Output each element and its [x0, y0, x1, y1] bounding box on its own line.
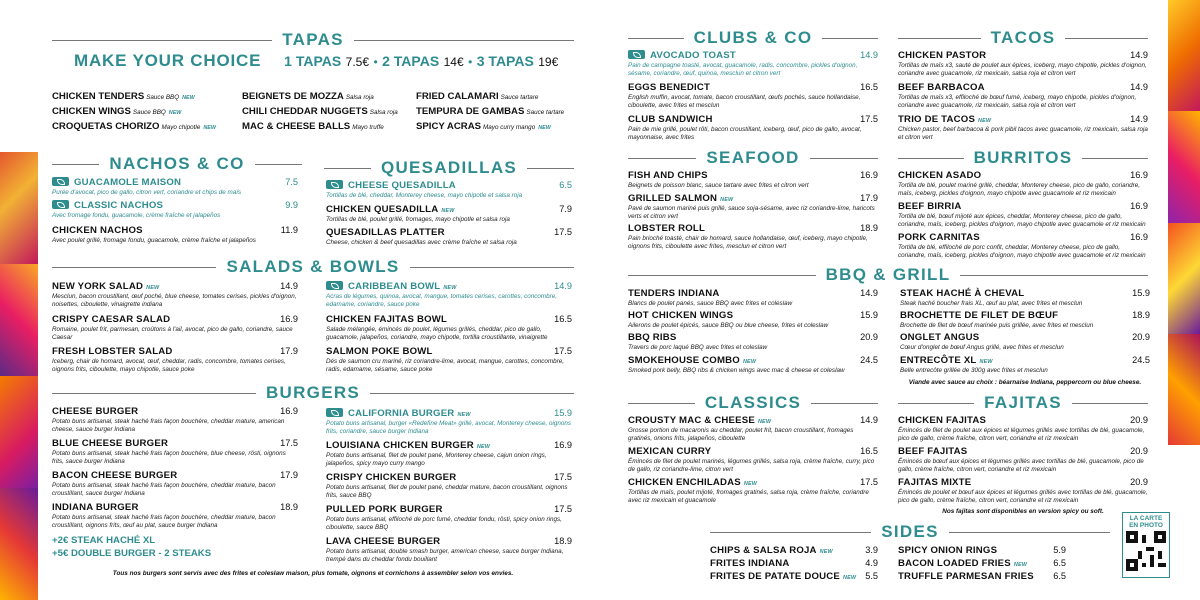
item-name: CRISPY CHICKEN BURGER: [326, 472, 457, 483]
item-desc: Acras de légumes, quinoa, avocat, mangue, tomates cerises, carottes, concombre, edamame, coriandre, sauce poke: [326, 293, 558, 308]
new-badge: NEW: [168, 110, 182, 116]
item-desc: Ailerons de poulet épicés, sauce BBQ ou blue cheese, frites et coleslaw: [628, 322, 829, 329]
item-name: LOUISIANA CHICKEN BURGER NEW: [326, 440, 491, 451]
item-name: FRITES DE PATATE DOUCE NEW: [710, 571, 857, 582]
menu-item: [628, 223, 878, 251]
item-name: FRITES INDIANA: [710, 558, 790, 569]
veggie-icon: [326, 180, 343, 189]
menu-item: [628, 332, 878, 352]
menu-item: [628, 477, 878, 505]
item-price: 14.9: [860, 50, 878, 60]
menu-item: [898, 446, 1148, 474]
salads-header: [52, 257, 574, 277]
tapas-item: CROQUETAS CHORIZO Mayo chipotle NEW: [52, 121, 216, 132]
qr-label-2: EN PHOTO: [1129, 522, 1163, 529]
menu-item: [628, 288, 878, 308]
item-price: 17.5: [280, 438, 298, 448]
tapas-item: CHICKEN TENDERS Sauce BBQ NEW: [52, 91, 195, 102]
new-badge: NEW: [146, 285, 160, 291]
item-price: 17.5: [554, 346, 572, 356]
menu-item: [628, 82, 878, 110]
menu-item: [326, 180, 572, 200]
item-price: 17.9: [860, 193, 878, 203]
veggie-icon: [52, 200, 69, 209]
item-price: 16.5: [860, 82, 878, 92]
item-name: CHICKEN FAJITAS BOWL: [326, 314, 448, 325]
item-name: BLUE CHEESE BURGER: [52, 438, 169, 449]
new-badge: NEW: [819, 549, 833, 555]
item-desc: Pain de campagne toasté, avocat, guacamole, radis, concombre, pickles d'oignon, sésame, coriandre, œuf, quinoa, mesclun et citron vert: [628, 62, 858, 77]
item-price: 17.5: [554, 504, 572, 514]
menu-item: [52, 470, 298, 498]
item-price: 6.5: [1053, 558, 1066, 568]
new-badge: NEW: [979, 359, 993, 365]
item-desc: Cœur d'onglet de bœuf Angus grillé, avec frites et mesclun: [900, 344, 1064, 351]
item-price: 15.9: [554, 408, 572, 418]
new-badge: NEW: [1013, 562, 1028, 568]
item-name: CARIBBEAN BOWL NEW: [326, 281, 457, 292]
menu-item: [326, 504, 572, 532]
bbq-note: Viande avec sauce au choix : béarnaise Indiana, peppercorn ou blue cheese.: [908, 379, 1142, 386]
menu-item: [52, 314, 298, 342]
menu-item: [898, 545, 1066, 556]
sides-header: [710, 522, 1110, 542]
menu-item: [52, 346, 298, 374]
new-badge: NEW: [720, 197, 734, 203]
new-badge: NEW: [441, 208, 455, 214]
item-name: FRESH LOBSTER SALAD: [52, 346, 173, 357]
item-desc: Brochette de filet de bœuf marinée puis grillée, avec frites et mesclun: [900, 322, 1094, 329]
new-badge: NEW: [476, 444, 491, 450]
qr-box[interactable]: [1122, 512, 1170, 578]
item-price: 24.5: [860, 355, 878, 365]
menu-item: [898, 558, 1066, 569]
item-desc: Salade mélangée, émincés de poulet, légumes grillés, cheddar, pico de gallo, guacamole, jalapeños, coriandre, mayo chipotle, tortilla croustillante, vinaigrette: [326, 326, 548, 341]
item-price: 14.9: [280, 281, 298, 291]
tapas-item: CHICKEN WINGS Sauce BBQ NEW: [52, 106, 182, 117]
item-name: GUACAMOLE MAISON: [52, 177, 181, 188]
item-desc: Iceberg, chair de homard, avocat, œuf, cheddar, radis, concombre, tomates cerises, oignons frits, ciboulette, mayo chipotle, sauce poke: [52, 358, 286, 373]
item-price: 14.9: [1130, 82, 1148, 92]
item-name: BACON LOADED FRIES NEW: [898, 558, 1028, 569]
item-desc: Potato buns artisanal, steak haché frais façon bouchère, cheddar mature, bacon croustillant, sauce burger Indiana: [52, 482, 276, 497]
quesadillas-title: QUESADILLAS: [380, 158, 518, 177]
item-price: 16.9: [1130, 201, 1148, 211]
item-price: 7.9: [559, 204, 572, 214]
item-name: BACON CHEESE BURGER: [52, 470, 178, 481]
item-desc: Purée d'avocat, pico de gallo, citron vert, coriandre et chips de maïs: [52, 189, 242, 196]
item-price: 7.5: [285, 177, 298, 187]
menu-item: [628, 310, 878, 330]
item-name: INDIANA BURGER: [52, 502, 139, 513]
item-name: MEXICAN CURRY: [628, 446, 712, 457]
menu-item: [898, 571, 1066, 582]
item-price: 6.5: [559, 180, 572, 190]
menu-item: [710, 545, 878, 556]
item-desc: Beignets de poisson blanc, sauce tartare avec frites et citron vert: [628, 182, 809, 189]
item-price: 16.5: [554, 314, 572, 324]
item-desc: Tortillas de maïs, poulet mijoté, fromages gratinés, salsa roja, crème fraîche, coriandre avec riz mexicain et guacamole: [628, 489, 869, 504]
menu-item: [898, 232, 1148, 260]
item-price: 17.5: [554, 227, 572, 237]
item-price: 3.9: [865, 545, 878, 555]
item-price: 18.9: [1132, 310, 1150, 320]
item-price: 14.9: [554, 281, 572, 291]
item-name: CLUB SANDWICH: [628, 114, 713, 125]
new-badge: NEW: [538, 125, 551, 131]
item-desc: Émincés de filet de poulet aux épices et légumes grillés avec tortillas de blé, guacamole, pico de gallo, crème fraîche, citron vert, coriandre et riz mexicain: [898, 427, 1145, 442]
left-pattern-strip: [0, 152, 38, 600]
item-name: CHICKEN PASTOR: [898, 50, 987, 61]
qr-code-icon: [1126, 531, 1166, 571]
item-name: LOBSTER ROLL: [628, 223, 706, 234]
burritos-header: [898, 148, 1148, 168]
item-desc: Dés de saumon cru mariné, riz coriandre-lime, avocat, mangue, carottes, concombre, radis, edamame, sésame, sauce poke: [326, 358, 564, 373]
clubs-header: [628, 28, 878, 48]
salads-title: SALADS & BOWLS: [226, 257, 400, 276]
item-name: ENTRECÔTE XL NEW: [900, 355, 993, 366]
burgers-header: [52, 383, 574, 403]
veggie-icon: [628, 50, 645, 59]
item-price: 4.9: [865, 558, 878, 568]
item-name: CHEESE BURGER: [52, 406, 139, 417]
item-desc: Pavé de saumon mariné puis grillé, sauce soja-sésame, avec riz coriandre-lime, haricots verts et citron vert: [628, 205, 875, 220]
burger-extra-double: +5€ DOUBLE BURGER - 2 STEAKS: [52, 548, 212, 559]
tapas-item: FRIED CALAMARI Sauce tartare: [416, 91, 539, 102]
item-desc: Blancs de poulet panés, sauce BBQ avec frites et coleslaw: [628, 300, 793, 307]
item-name: CHICKEN ASADO: [898, 170, 982, 181]
menu-item: [898, 170, 1148, 198]
item-name: CLASSIC NACHOS: [52, 200, 163, 211]
menu-item: [628, 415, 878, 443]
item-price: 17.9: [280, 470, 298, 480]
menu-item: [326, 440, 572, 468]
item-desc: English muffin, avocat, tomate, bacon croustillant, œufs pochés, sauce hollandaise, ciboulette, avec frites et mesclun: [628, 94, 861, 109]
veggie-icon: [326, 408, 343, 417]
item-name: BEEF BARBACOA: [898, 82, 985, 93]
seafood-header: [628, 148, 878, 168]
item-desc: Potato buns artisanal, filet de poulet pané, Monterey cheese, cajun onion rings, jalapeños, spicy mayo curry mango: [326, 452, 547, 467]
item-price: 24.5: [1132, 355, 1150, 365]
item-name: CRISPY CAESAR SALAD: [52, 314, 171, 325]
fajitas-note: Nos fajitas sont disponibles en version spicy ou soft.: [942, 508, 1104, 515]
item-desc: Potato buns artisanal, burger «Redefine Meat» grillé, avocat, Monterey cheese, oignons frits, coriandre, sauce burger Indiana: [326, 420, 572, 435]
item-name: NEW YORK SALAD NEW: [52, 281, 160, 292]
new-badge: NEW: [443, 285, 457, 291]
menu-item: [898, 201, 1148, 229]
tapas-item: BEIGNETS DE MOZZA Salsa roja: [242, 91, 374, 102]
item-price: 17.5: [860, 114, 878, 124]
item-desc: Cheese, chicken & beef quesadillas avec crème fraîche et salsa roja: [326, 239, 517, 246]
item-name: QUESADILLAS PLATTER: [326, 227, 445, 238]
item-desc: Grosse portion de macaronis au cheddar, poulet frit, bacon croustillant, fromages gratinés, onions frits, jalapeños, ciboulette: [628, 427, 854, 442]
burgers-title: BURGERS: [265, 383, 361, 402]
veggie-icon: [326, 281, 343, 290]
tapas-choice-row: MAKE YOUR CHOICE 1 TAPAS 7.5€ • 2 TAPAS 14€ • 3 TAPAS 19€: [74, 51, 559, 70]
qr-label: LA CARTE: [1129, 515, 1163, 522]
menu-item: [628, 50, 878, 78]
right-pattern-strip: [1168, 0, 1200, 445]
item-desc: Tortilla de blé, poulet mariné grillé, cheddar, Monterey cheese, pico de gallo, coriandre, maïs, iceberg, pickles d'oignon, mayo chipotle avec guacamole et riz mexicain: [898, 182, 1140, 197]
item-desc: Émincés de filet de poulet marinés, légumes grillés, salsa roja, crème fraîche, curry, pico de gallo, riz coriandre-lime, citron vert: [628, 458, 875, 473]
item-name: CALIFORNIA BURGER NEW: [326, 408, 471, 419]
item-desc: Smoked pork belly, BBQ ribs & chicken wings avec mac & cheese et coleslaw: [628, 367, 845, 374]
item-desc: Potato buns artisanal, steak haché frais façon bouchère, blue cheese, rösti, oignons frits, sauce burger Indiana: [52, 450, 286, 465]
item-desc: Travers de porc laqué BBQ avec frites et coleslaw: [628, 344, 768, 351]
clubs-title: CLUBS & CO: [693, 28, 813, 47]
menu-item: [898, 415, 1148, 443]
item-name: CHICKEN ENCHILADAS NEW: [628, 477, 758, 488]
seafood-title: SEAFOOD: [706, 148, 800, 167]
item-price: 16.9: [280, 314, 298, 324]
item-name: CHIPS & SALSA ROJA NEW: [710, 545, 833, 556]
item-desc: Potato buns artisanal, filet de poulet pané, cheddar mature, bacon croustillant, oignons frits, sauce BBQ: [326, 484, 568, 499]
item-desc: Mesclun, bacon croustillant, œuf poché, blue cheese, tomates cerises, pickles d'oignon, noisettes, ciboulette, vinaigrette indiana: [52, 293, 297, 308]
menu-item: [628, 114, 878, 142]
item-name: PORK CARNITAS: [898, 232, 980, 243]
item-price: 15.9: [1132, 288, 1150, 298]
item-price: 17.5: [860, 477, 878, 487]
fajitas-title: FAJITAS: [984, 393, 1062, 412]
tapas-item: CHILI CHEDDAR NUGGETS Salsa roja: [242, 106, 398, 117]
item-price: 20.9: [1132, 332, 1150, 342]
menu-item: [52, 177, 298, 197]
menu-item: [52, 406, 298, 434]
veggie-icon: [52, 177, 69, 186]
menu-item: [900, 332, 1150, 352]
burgers-note: Tous nos burgers sont servis avec des frites et coleslaw maison, plus tomate, oignons et cornichons à assembler selon vos envies.: [112, 570, 514, 577]
item-price: 16.9: [554, 440, 572, 450]
menu-item: [710, 558, 878, 569]
item-desc: Belle entrecôte grillée de 300g avec frites et mesclun: [900, 367, 1048, 374]
tacos-header: [898, 28, 1148, 48]
item-desc: Tortillas de maïs x3, effiloché de bœuf fumé, iceberg, mayo chipotle, pickles d'oignon, coriandre avec guacamole, riz mexicain, salsa roja et citron vert: [898, 94, 1137, 109]
item-price: 5.9: [1053, 545, 1066, 555]
item-name: TRIO DE TACOS NEW: [898, 114, 992, 125]
item-name: CHICKEN NACHOS: [52, 225, 143, 236]
menu-item: [326, 536, 572, 564]
item-desc: Émincés de bœuf aux épices et légumes grillés avec tortillas de blé, guacamole, pico de gallo, crème fraîche, citron vert, coriandre et riz mexicain: [898, 458, 1144, 473]
item-name: BEEF BIRRIA: [898, 201, 962, 212]
item-name: ONGLET ANGUS: [900, 332, 980, 343]
menu-item: [326, 281, 572, 309]
item-desc: Avec poulet grillé, fromage fondu, guacamole, crème fraîche et jalapeños: [52, 237, 256, 244]
sides-title: SIDES: [881, 522, 939, 541]
item-price: 14.9: [1130, 114, 1148, 124]
new-badge: NEW: [182, 95, 195, 101]
item-price: 20.9: [1130, 446, 1148, 456]
item-name: TRUFFLE PARMESAN FRIES: [898, 571, 1034, 582]
tapas-item: TEMPURA DE GAMBAS Sauce tartare: [416, 106, 565, 117]
classics-title: CLASSICS: [704, 393, 802, 412]
item-name: FISH AND CHIPS: [628, 170, 708, 181]
new-badge: NEW: [743, 481, 758, 487]
menu-item: [52, 225, 298, 245]
item-desc: Romaine, poulet frit, parmesan, croûtons à l'ail, avocat, pico de gallo, coriandre, sauce Caesar: [52, 326, 293, 341]
new-badge: NEW: [843, 575, 857, 581]
item-name: GRILLED SALMON NEW: [628, 193, 734, 204]
new-badge: NEW: [978, 118, 992, 124]
new-badge: NEW: [457, 412, 471, 418]
item-price: 6.5: [1053, 571, 1066, 581]
item-price: 16.9: [280, 406, 298, 416]
nachos-header: [52, 154, 302, 174]
menu-item: [898, 477, 1148, 505]
item-name: BBQ RIBS: [628, 332, 677, 343]
item-price: 18.9: [554, 536, 572, 546]
item-desc: Tortilla de blé, bœuf mijoté aux épices, cheddar, Monterey cheese, pico de gallo, coriandre, maïs, iceberg, pickles d'oignon, mayo chipotle avec guacamole et riz mexicain: [898, 213, 1146, 228]
item-price: 20.9: [1130, 415, 1148, 425]
item-price: 17.5: [554, 472, 572, 482]
quesadillas-header: [324, 158, 574, 178]
item-name: SMOKEHOUSE COMBO NEW: [628, 355, 757, 366]
menu-item: [52, 200, 298, 220]
menu-item: [900, 355, 1150, 375]
item-price: 14.9: [860, 415, 878, 425]
menu-item: [710, 571, 878, 582]
item-name: BROCHETTE DE FILET DE BŒUF: [900, 310, 1059, 321]
item-price: 20.9: [860, 332, 878, 342]
item-price: 9.9: [285, 200, 298, 210]
item-name: SALMON POKE BOWL: [326, 346, 433, 357]
item-desc: Tortillas de blé, cheddar, Monterey cheese, mayo chipotle et salsa roja: [326, 192, 523, 199]
menu-item: [326, 346, 572, 374]
item-desc: Potato buns artisanal, effiloché de porc fumé, cheddar fondu, rösti, spicy onion rings, ciboulette, sauce BBQ: [326, 516, 562, 531]
item-desc: Tortilla de blé, effiloché de porc confit, cheddar, Monterey cheese, pico de gallo, coriandre, maïs, iceberg, pickles d'oignon, mayo chipotle avec guacamole et riz mexicain: [898, 244, 1146, 259]
classics-header: [628, 393, 878, 413]
item-name: EGGS BENEDICT: [628, 82, 711, 93]
menu-item: [326, 227, 572, 247]
item-price: 18.9: [280, 502, 298, 512]
fajitas-header: [898, 393, 1148, 413]
tapas-item: SPICY ACRAS Mayo curry mango NEW: [416, 121, 551, 132]
item-desc: Potato buns artisanal, steak haché frais façon bouchère, cheddar mature, bacon croustillant, oignons frits, œuf au plat, sauce burger Indiana: [52, 514, 276, 529]
item-name: FAJITAS MIXTE: [898, 477, 972, 488]
menu-item: [326, 408, 572, 436]
menu-item: [628, 355, 878, 375]
bbq-header: [628, 265, 1148, 285]
item-price: 17.9: [280, 346, 298, 356]
item-desc: Potato buns artisanal, double smash burger, american cheese, sauce burger Indiana, trempé dans du cheddar fondu bouillant: [326, 548, 564, 563]
item-price: 16.5: [860, 446, 878, 456]
menu-item: [52, 281, 298, 309]
item-name: PULLED PORK BURGER: [326, 504, 443, 515]
item-price: 16.9: [1130, 170, 1148, 180]
tapas-header: TAPAS: [52, 30, 574, 50]
menu-item: [52, 502, 298, 530]
burger-extra-steak: +2€ STEAK HACHÉ XL: [52, 535, 156, 546]
item-name: STEAK HACHÉ À CHEVAL: [900, 288, 1025, 299]
item-name: LAVA CHEESE BURGER: [326, 536, 441, 547]
tapas-item: MAC & CHEESE BALLS Mayo truffe: [242, 121, 384, 132]
item-price: 14.9: [860, 288, 878, 298]
menu-item: [628, 193, 878, 221]
menu-item: [52, 438, 298, 466]
tacos-title: TACOS: [990, 28, 1056, 47]
nachos-title: NACHOS & CO: [109, 154, 245, 173]
item-price: 15.9: [860, 310, 878, 320]
item-price: 11.9: [280, 225, 298, 235]
item-name: SPICY ONION RINGS: [898, 545, 998, 556]
menu-item: [628, 446, 878, 474]
item-desc: Pain brioché toasté, chair de homard, sauce hollandaise, œuf, iceberg, mayo chipotle, oignons frits, ciboulette avec frites, mesclun et citron vert: [628, 235, 868, 250]
item-desc: Tortillas de blé, poulet grillé, fromages, mayo chipotle et salsa roja: [326, 216, 510, 223]
item-desc: Pain de mie grillé, poulet rôti, bacon croustillant, iceberg, œuf, pico de gallo, avocat, mayonnaise, avec frites: [628, 126, 862, 141]
item-price: 5.5: [865, 571, 878, 581]
item-desc: Émincés de poulet et bœuf aux épices et légumes grillés avec tortillas de blé, guacamole, pico de gallo, crème fraîche, citron vert, coriandre et riz mexicain: [898, 489, 1148, 504]
item-name: CHICKEN QUESADILLA NEW: [326, 204, 455, 215]
menu-item: [898, 114, 1148, 142]
item-price: 14.9: [1130, 50, 1148, 60]
item-name: TENDERS INDIANA: [628, 288, 720, 299]
menu-item: [898, 82, 1148, 110]
item-name: HOT CHICKEN WINGS: [628, 310, 734, 321]
new-badge: NEW: [757, 419, 772, 425]
item-name: CROUSTY MAC & CHEESE NEW: [628, 415, 772, 426]
item-name: CHEESE QUESADILLA: [326, 180, 456, 191]
item-desc: Chicken pastor, beef barbacoa & pork pibil tacos avec guacamole, riz mexicain, salsa roja et citron vert: [898, 126, 1148, 141]
new-badge: NEW: [742, 359, 757, 365]
item-name: BEEF FAJITAS: [898, 446, 968, 457]
item-price: 18.9: [860, 223, 878, 233]
menu-item: [900, 288, 1150, 308]
menu-item: [326, 472, 572, 500]
menu-item: [900, 310, 1150, 330]
menu-item: [326, 204, 572, 224]
menu-item: [898, 50, 1148, 78]
item-name: AVOCADO TOAST: [628, 50, 736, 61]
item-desc: Avec fromage fondu, guacamole, crème fraîche et jalapeños: [52, 212, 221, 219]
item-desc: Potato buns artisanal, steak haché frais façon bouchère, cheddar mature, american cheese, sauce burger Indiana: [52, 418, 285, 433]
item-desc: Tortillas de maïs x3, sauté de poulet aux épices, iceberg, mayo chipotle, pickles d'oignon, coriandre avec guacamole, riz mexicain, salsa roja et citron vert: [898, 62, 1147, 77]
burritos-title: BURRITOS: [973, 148, 1073, 167]
item-price: 20.9: [1130, 477, 1148, 487]
menu-item: [628, 170, 878, 190]
new-badge: NEW: [203, 125, 216, 131]
item-price: 16.9: [1130, 232, 1148, 242]
menu-item: [326, 314, 572, 342]
item-price: 16.9: [860, 170, 878, 180]
item-desc: Steak haché boucher frais XL, œuf au plat, avec frites et mesclun: [900, 300, 1083, 307]
bbq-title: BBQ & GRILL: [825, 265, 951, 284]
item-name: CHICKEN FAJITAS: [898, 415, 987, 426]
